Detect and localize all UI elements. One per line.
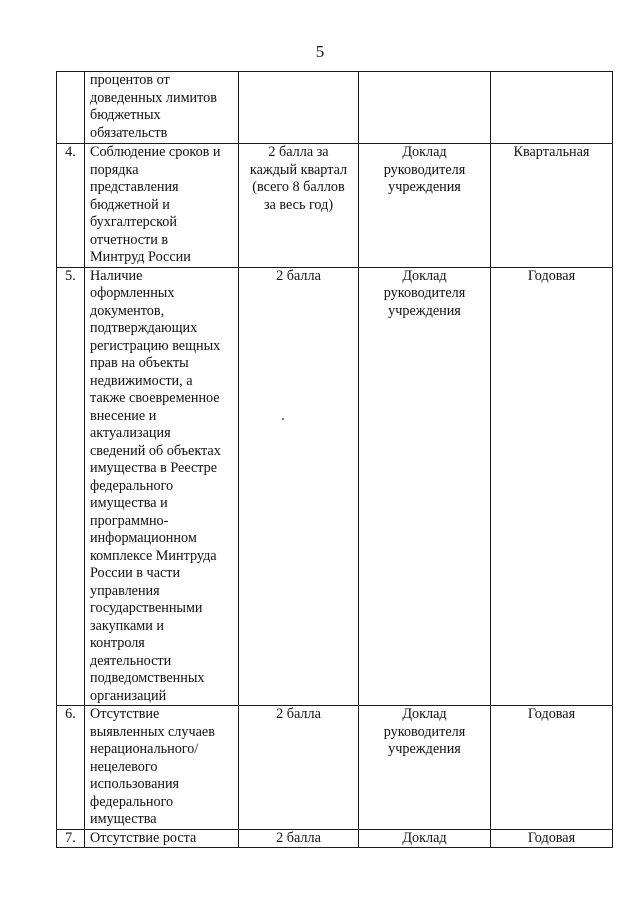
table-row: [57, 829, 613, 848]
reporting-period: Годовая: [491, 267, 613, 706]
indicator-name: Соблюдение сроков и порядка представления бюджетной и бухгалтерской отчетности в Минтруд России: [85, 144, 239, 268]
information-source: [359, 72, 491, 144]
reporting-period: Годовая: [491, 829, 613, 848]
row-number: 6.: [57, 706, 85, 830]
table-row: [57, 267, 613, 706]
indicator-name: Отсутствие выявленных случаев нерационального/ нецелевого использования федерального имущества: [85, 706, 239, 830]
table-row: [57, 706, 613, 830]
reporting-period: Квартальная: [491, 144, 613, 268]
criterion-value: 2 балла: [239, 706, 359, 830]
row-number: 5.: [57, 267, 85, 706]
criterion-value: 2 балла: [239, 829, 359, 848]
criterion-value: [239, 72, 359, 144]
indicators-table: [56, 71, 613, 848]
information-source: Доклад руководителя учреждения: [359, 144, 491, 268]
page-number: 5: [315, 42, 325, 61]
reporting-period: [491, 72, 613, 144]
information-source: Доклад: [359, 829, 491, 848]
criterion-value: 2 балла за каждый квартал (всего 8 баллов за весь год): [239, 144, 359, 268]
reporting-period: Годовая: [491, 706, 613, 830]
indicator-name: Отсутствие роста: [85, 829, 239, 848]
information-source: Доклад руководителя учреждения: [359, 267, 491, 706]
indicator-name: процентов от доведенных лимитов бюджетных обязательств: [85, 72, 239, 144]
table-row: [57, 144, 613, 268]
criterion-value: 2 балла: [239, 267, 359, 706]
information-source: Доклад руководителя учреждения: [359, 706, 491, 830]
row-number: [57, 72, 85, 144]
row-number: 4.: [57, 144, 85, 268]
indicator-name: Наличие оформленных документов, подтверждающих регистрацию вещных прав на объекты недвижимости, а также своевременное внесение и актуализация сведений об объектах имущества в Реестре федерального имущества и программно- информационном комплексе Минтруда России в части управления государственными закупками и контроля деятельности подведомственных организаций: [85, 267, 239, 706]
row-number: 7.: [57, 829, 85, 848]
table-row: [57, 72, 613, 144]
scan-speck: [282, 418, 284, 420]
